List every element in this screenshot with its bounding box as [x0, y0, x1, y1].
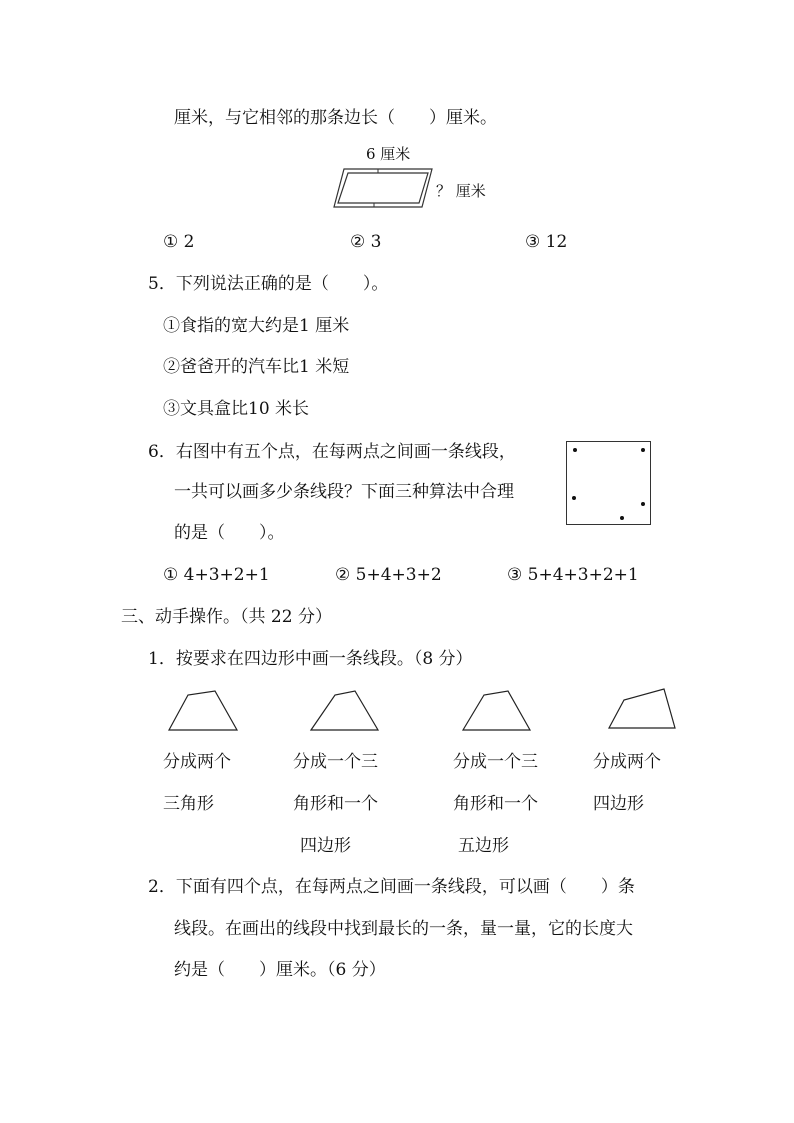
q4-figure-top-label: 6 厘米: [366, 145, 411, 163]
caption-1-line-2: 三角形: [163, 794, 214, 814]
quadrilateral-4: [608, 688, 678, 730]
caption-2-line-2: 角形和一个: [293, 794, 378, 814]
quadrilateral-2: [310, 690, 380, 732]
q6-line-3: 的是（ ）。: [174, 523, 285, 543]
q6-option-3: ③ 5+4+3+2+1: [507, 565, 639, 585]
q4-option-2: ② 3: [350, 232, 382, 252]
s3-q2-line-1: 2．下面有四个点，在每两点之间画一条线段，可以画（ ）条: [148, 877, 635, 897]
caption-2-line-3: 四边形: [300, 836, 351, 856]
parallelogram-sticks-figure: [330, 167, 440, 212]
caption-3-line-2: 角形和一个: [453, 794, 538, 814]
quadrilateral-3: [462, 690, 532, 732]
caption-1-line-1: 分成两个: [163, 752, 231, 772]
q5-prompt: 5．下列说法正确的是（ ）。: [148, 274, 389, 294]
q6-line-2: 一共可以画多少条线段？下面三种算法中合理: [174, 482, 514, 502]
caption-3-line-3: 五边形: [458, 836, 509, 856]
caption-2-line-1: 分成一个三: [293, 752, 378, 772]
q6-option-1: ① 4+3+2+1: [163, 565, 270, 585]
s3-q2-line-3: 约是（ ）厘米。（6 分）: [174, 960, 386, 980]
q5-option-2: ②爸爸开的汽车比1 米短: [163, 357, 350, 377]
q4-option-1: ① 2: [163, 232, 195, 252]
caption-3-line-1: 分成一个三: [453, 752, 538, 772]
five-dots-box: [566, 441, 652, 526]
q6-line-1: 6．右图中有五个点，在每两点之间画一条线段，: [148, 442, 516, 462]
caption-4-line-1: 分成两个: [593, 752, 661, 772]
s3-q1-prompt: 1．按要求在四边形中画一条线段。（8 分）: [148, 649, 473, 669]
caption-4-line-2: 四边形: [593, 794, 644, 814]
section-3-heading: 三、动手操作。（共 22 分）: [121, 607, 332, 627]
q4-text: 厘米，与它相邻的那条边长（ ）厘米。: [174, 108, 497, 128]
q6-option-2: ② 5+4+3+2: [335, 565, 442, 585]
s3-q2-line-2: 线段。在画出的线段中找到最长的一条，量一量，它的长度大: [174, 919, 633, 939]
q5-option-1: ①食指的宽大约是1 厘米: [163, 316, 350, 336]
q5-option-3: ③文具盒比10 米长: [163, 399, 310, 419]
q4-option-3: ③ 12: [525, 232, 568, 252]
q4-figure-side-label: ？ 厘米: [436, 182, 486, 200]
quadrilateral-1: [168, 690, 238, 732]
